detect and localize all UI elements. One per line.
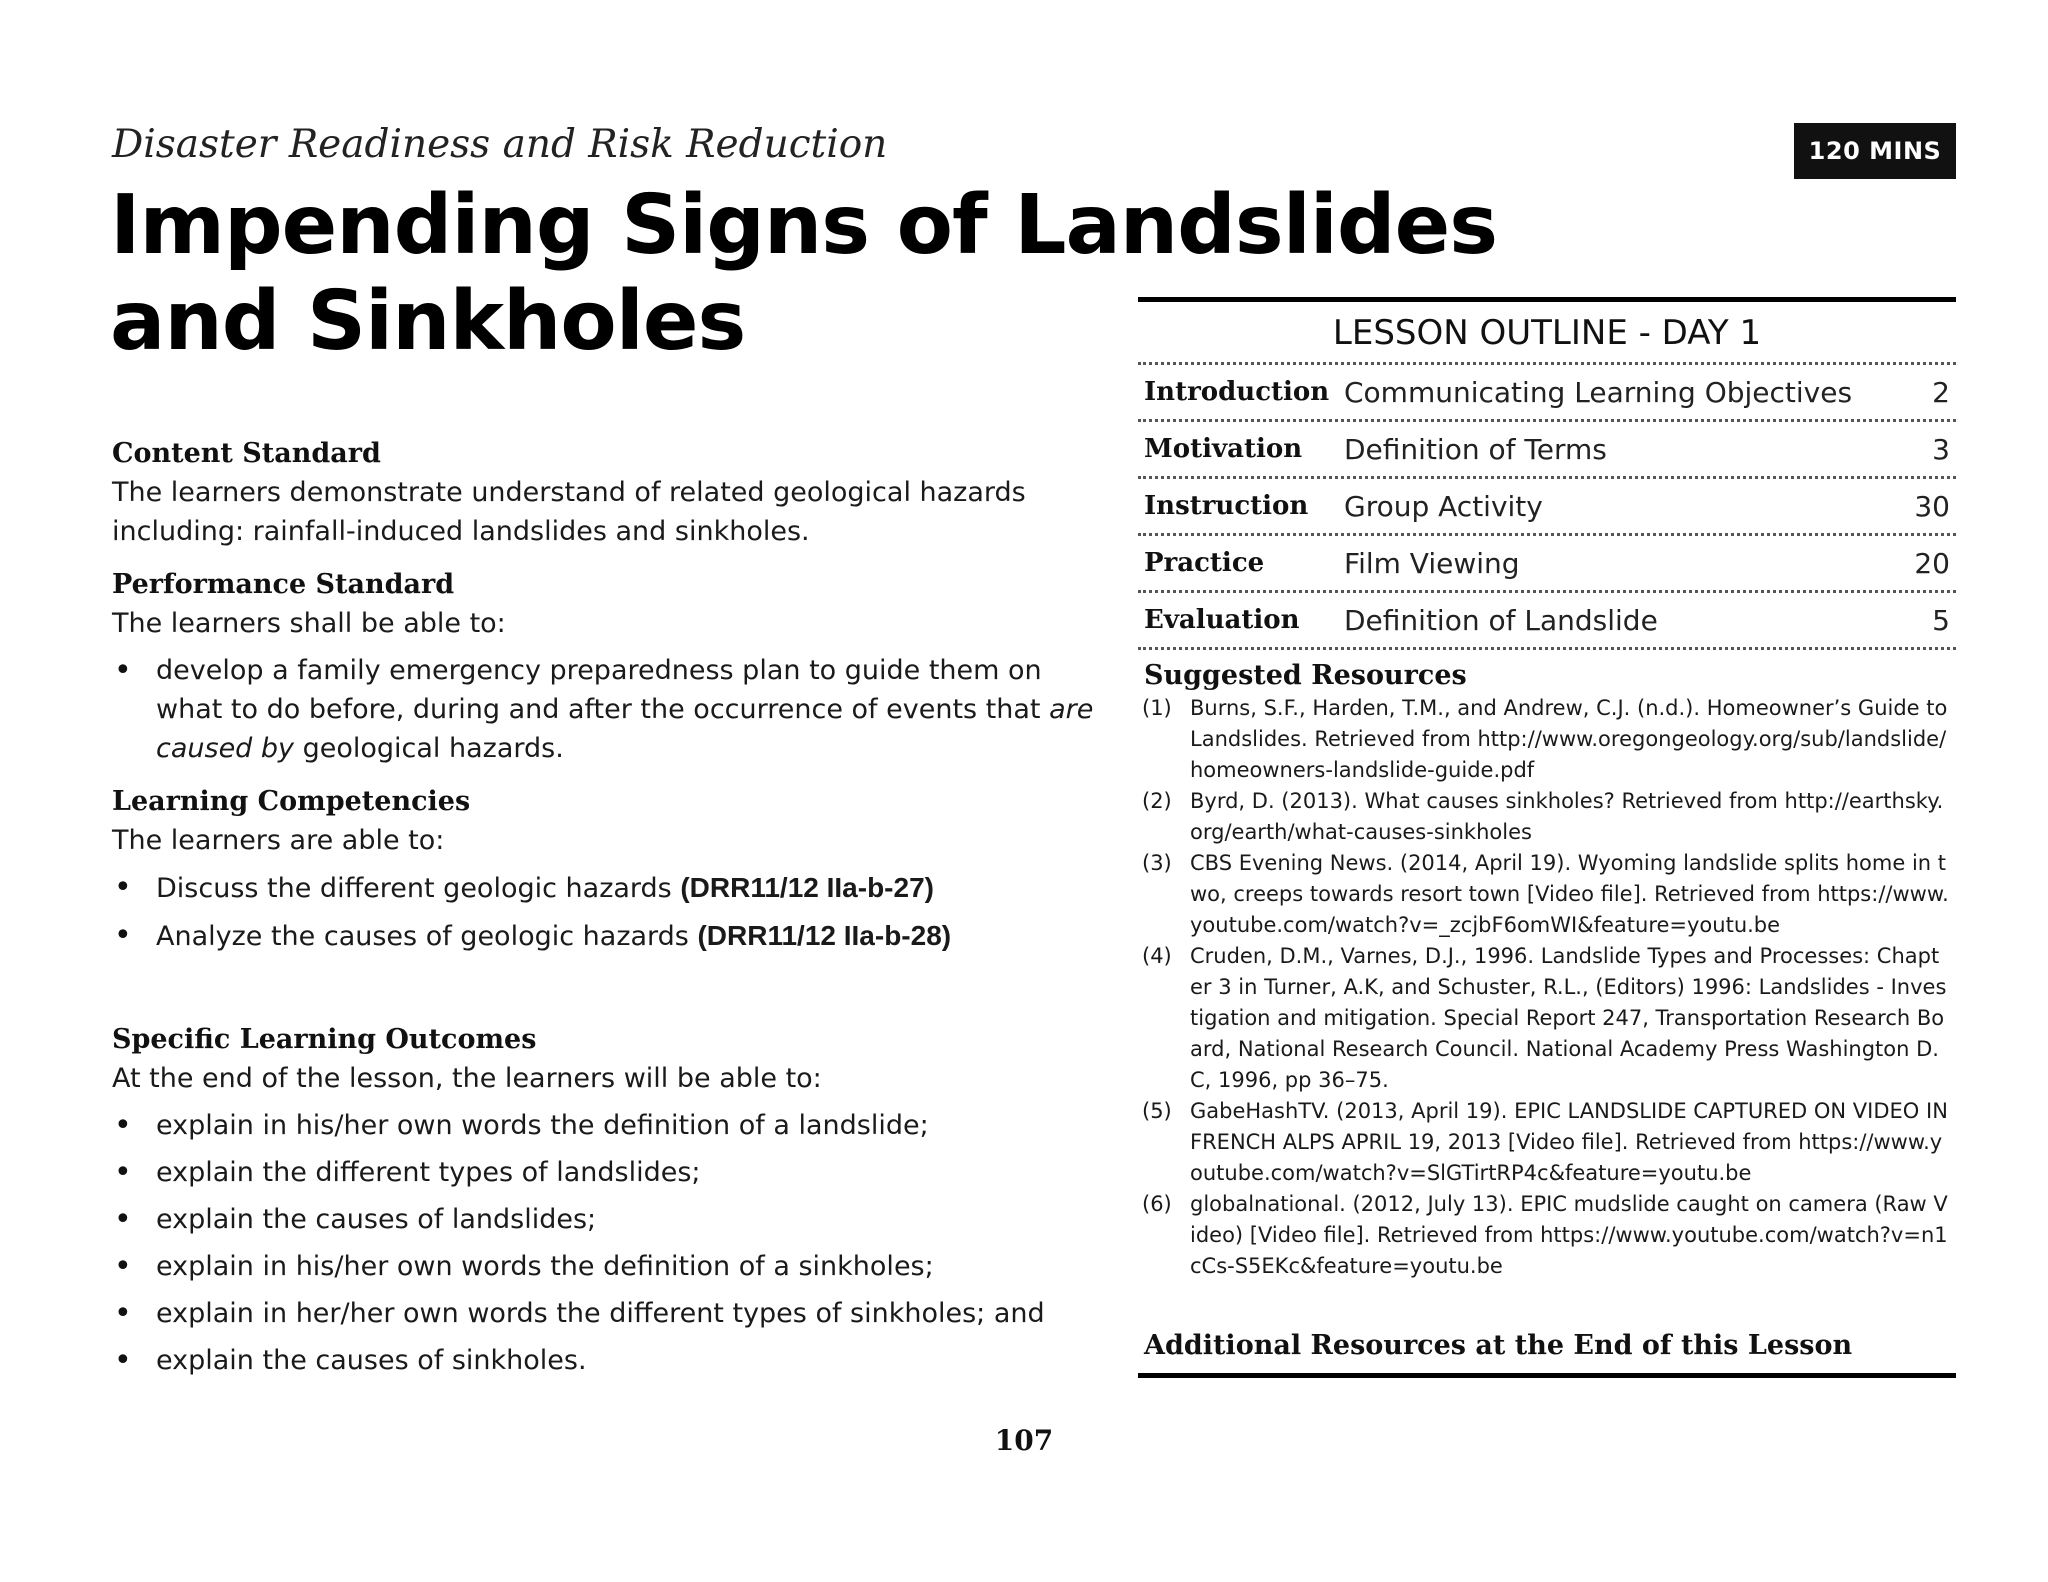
learning-competencies-heading: Learning Competencies	[112, 786, 471, 817]
outline-phase: Motivation	[1144, 434, 1303, 464]
outline-row	[1138, 479, 1956, 533]
outline-phase: Evaluation	[1144, 605, 1300, 635]
specific-outcomes-intro: At the end of the lesson, the learners will be able to:	[112, 1063, 822, 1094]
resource-item: (2) Byrd, D. (2013). What causes sinkholes? Retrieved from http://earthsky.org/earth/what-causes-sinkholes	[1138, 786, 1956, 848]
additional-resources-heading: Additional Resources at the End of this Lesson	[1144, 1330, 1853, 1361]
list-item: • explain the causes of sinkholes.	[112, 1341, 1104, 1380]
list-item: • Discuss the different geologic hazards (DRR11/12 IIa-b-27)	[112, 868, 1104, 908]
content-standard-heading: Content Standard	[112, 438, 381, 469]
outline-activity: Film Viewing	[1344, 546, 1520, 580]
performance-standard-intro: The learners shall be able to:	[112, 608, 506, 639]
outline-row	[1138, 593, 1956, 647]
specific-outcomes-heading: Specific Learning Outcomes	[112, 1024, 537, 1055]
outline-phase: Practice	[1144, 548, 1265, 578]
outline-row	[1138, 365, 1956, 419]
resource-item: (4) Cruden, D.M., Varnes, D.J., 1996. Landslide Types and Processes: Chapter 3 in Turner, A.K, and Schuster, R.L., (Editors) 1996: Landslides - Investigation and mitigation. Special Report 247, Transportation Research Board, National Research Council. National Academy Press Washington D. C, 1996, pp 36–75.	[1138, 941, 1956, 1096]
resource-number: (1)	[1142, 696, 1172, 720]
page-number: 107	[994, 1424, 1054, 1457]
learning-competencies-section	[112, 782, 1104, 956]
content-standard-section	[112, 434, 1104, 551]
competency-code: (DRR11/12 IIa-b-27)	[680, 872, 934, 903]
resource-number: (6)	[1142, 1192, 1172, 1216]
resource-number: (5)	[1142, 1099, 1172, 1123]
resource-item: (3) CBS Evening News. (2014, April 19). Wyoming landslide splits home in two, creeps towards resort town [Video file]. Retrieved from https://www.youtube.com/watch?v=_zcjbF6omWI&feature=youtu.be	[1138, 848, 1956, 941]
subject-title: Disaster Readiness and Risk Reduction	[112, 122, 888, 167]
outline-minutes: 5	[1932, 603, 1950, 637]
list-item: • explain in his/her own words the definition of a landslide;	[112, 1106, 1104, 1145]
specific-outcomes-section	[112, 1020, 1104, 1380]
outline-title: LESSON OUTLINE - DAY 1	[1332, 313, 1762, 353]
list-item: • develop a family emergency preparedness plan to guide them on what to do before, during and after the occurrence of events that are caused by geological hazards.	[112, 651, 1104, 768]
learning-competencies-intro: The learners are able to:	[112, 825, 445, 856]
outline-bottom-rule	[1138, 1373, 1956, 1378]
resource-item: (5) GabeHashTV. (2013, April 19). EPIC LANDSLIDE CAPTURED ON VIDEO IN FRENCH ALPS APRIL 19, 2013 [Video file]. Retrieved from https://www.youtube.com/watch?v=SlGTirtRP4c&feature=youtu.be	[1138, 1096, 1956, 1189]
outline-row	[1138, 536, 1956, 590]
competency-code: (DRR11/12 IIa-b-28)	[697, 920, 952, 951]
outline-minutes: 2	[1932, 375, 1950, 409]
specific-outcomes-list	[112, 1106, 1104, 1380]
outline-minutes: 20	[1914, 546, 1950, 580]
suggested-resources-list	[1138, 693, 1956, 1282]
content-standard-text: The learners demonstrate understand of related geological hazards including: rainfall-induced landslides and sinkholes.	[112, 477, 1026, 547]
outline-row	[1138, 422, 1956, 476]
resource-number: (2)	[1142, 789, 1172, 813]
list-item: • explain the causes of landslides;	[112, 1200, 1104, 1239]
list-item: • explain the different types of landslides;	[112, 1153, 1104, 1192]
learning-competencies-list	[112, 868, 1104, 956]
performance-standard-section	[112, 565, 1104, 768]
outline-activity: Definition of Terms	[1344, 432, 1607, 466]
list-item: • explain in her/her own words the different types of sinkholes; and	[112, 1294, 1104, 1333]
list-item: • explain in his/her own words the definition of a sinkholes;	[112, 1247, 1104, 1286]
duration-badge: 120 MINS	[1794, 123, 1956, 179]
performance-standard-heading: Performance Standard	[112, 569, 455, 600]
outline-phase: Instruction	[1144, 491, 1309, 521]
suggested-resources-heading: Suggested Resources	[1144, 660, 1467, 691]
lesson-standards-column	[112, 434, 1104, 1394]
performance-standard-list	[112, 651, 1104, 768]
resource-item: (6) globalnational. (2012, July 13). EPIC mudslide caught on camera (Raw Video) [Video file]. Retrieved from https://www.youtube.com/watch?v=n1cCs-S5EKc&feature=youtu.be	[1138, 1189, 1956, 1282]
outline-activity: Group Activity	[1344, 489, 1543, 523]
resource-number: (3)	[1142, 851, 1172, 875]
outline-minutes: 30	[1914, 489, 1950, 523]
lesson-title: Impending Signs of Landslides and Sinkholes	[110, 178, 1498, 369]
outline-minutes: 3	[1932, 432, 1950, 466]
outline-activity: Communicating Learning Objectives	[1344, 375, 1853, 409]
emphasis-text: are caused by	[156, 694, 1094, 764]
outline-activity: Definition of Landslide	[1344, 603, 1658, 637]
outline-phase: Introduction	[1144, 377, 1330, 407]
lesson-outline-panel	[1138, 297, 1956, 1282]
resource-item: (1) Burns, S.F., Harden, T.M., and Andrew, C.J. (n.d.). Homeowner’s Guide to Landslides. Retrieved from http://www.oregongeology.org/sub/landslide/homeowners-landslide-guide.pdf	[1138, 693, 1956, 786]
resource-number: (4)	[1142, 944, 1172, 968]
list-item: • Analyze the causes of geologic hazards (DRR11/12 IIa-b-28)	[112, 916, 1104, 956]
